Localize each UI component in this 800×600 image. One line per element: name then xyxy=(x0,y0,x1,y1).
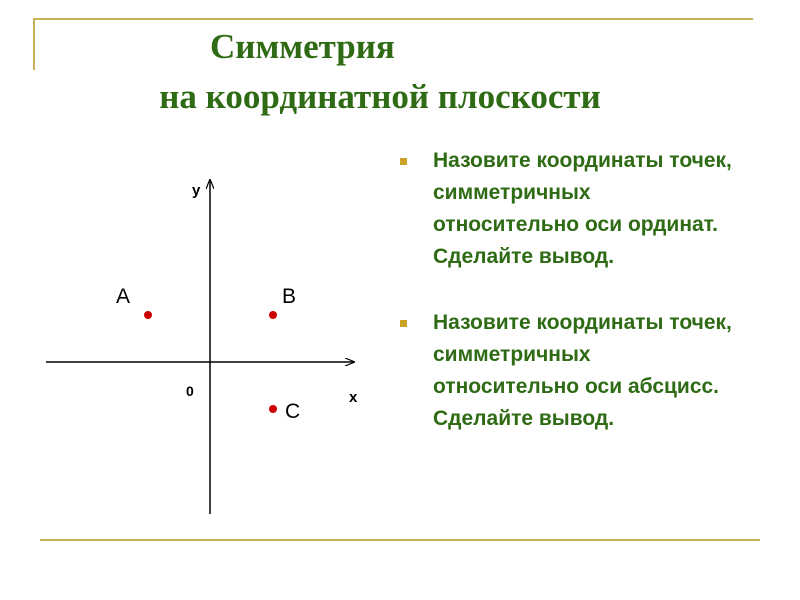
point-a-label: A xyxy=(116,285,131,308)
task-text: Назовите координаты точек, симметричных относительно оси абсцисс. Сделайте вывод. xyxy=(433,311,732,430)
origin-label: 0 xyxy=(186,383,194,399)
title-line-2: на координатной плоскости xyxy=(159,77,601,116)
point-b xyxy=(269,311,277,319)
point-a xyxy=(144,311,152,319)
point-c-label: C xyxy=(285,400,301,423)
x-axis-label: х xyxy=(349,389,358,406)
title-line-1: Симметрия xyxy=(210,27,395,66)
bullet-icon xyxy=(400,320,407,327)
y-axis-label: у xyxy=(192,182,201,199)
task-text: Назовите координаты точек, симметричных относительно оси ординат. Сделайте вывод. xyxy=(433,149,732,268)
bullet-icon xyxy=(400,158,407,165)
point-c xyxy=(269,405,277,413)
task-item xyxy=(398,307,738,435)
point-b-label: B xyxy=(282,285,297,308)
task-list xyxy=(398,145,738,469)
task-item xyxy=(398,145,738,273)
